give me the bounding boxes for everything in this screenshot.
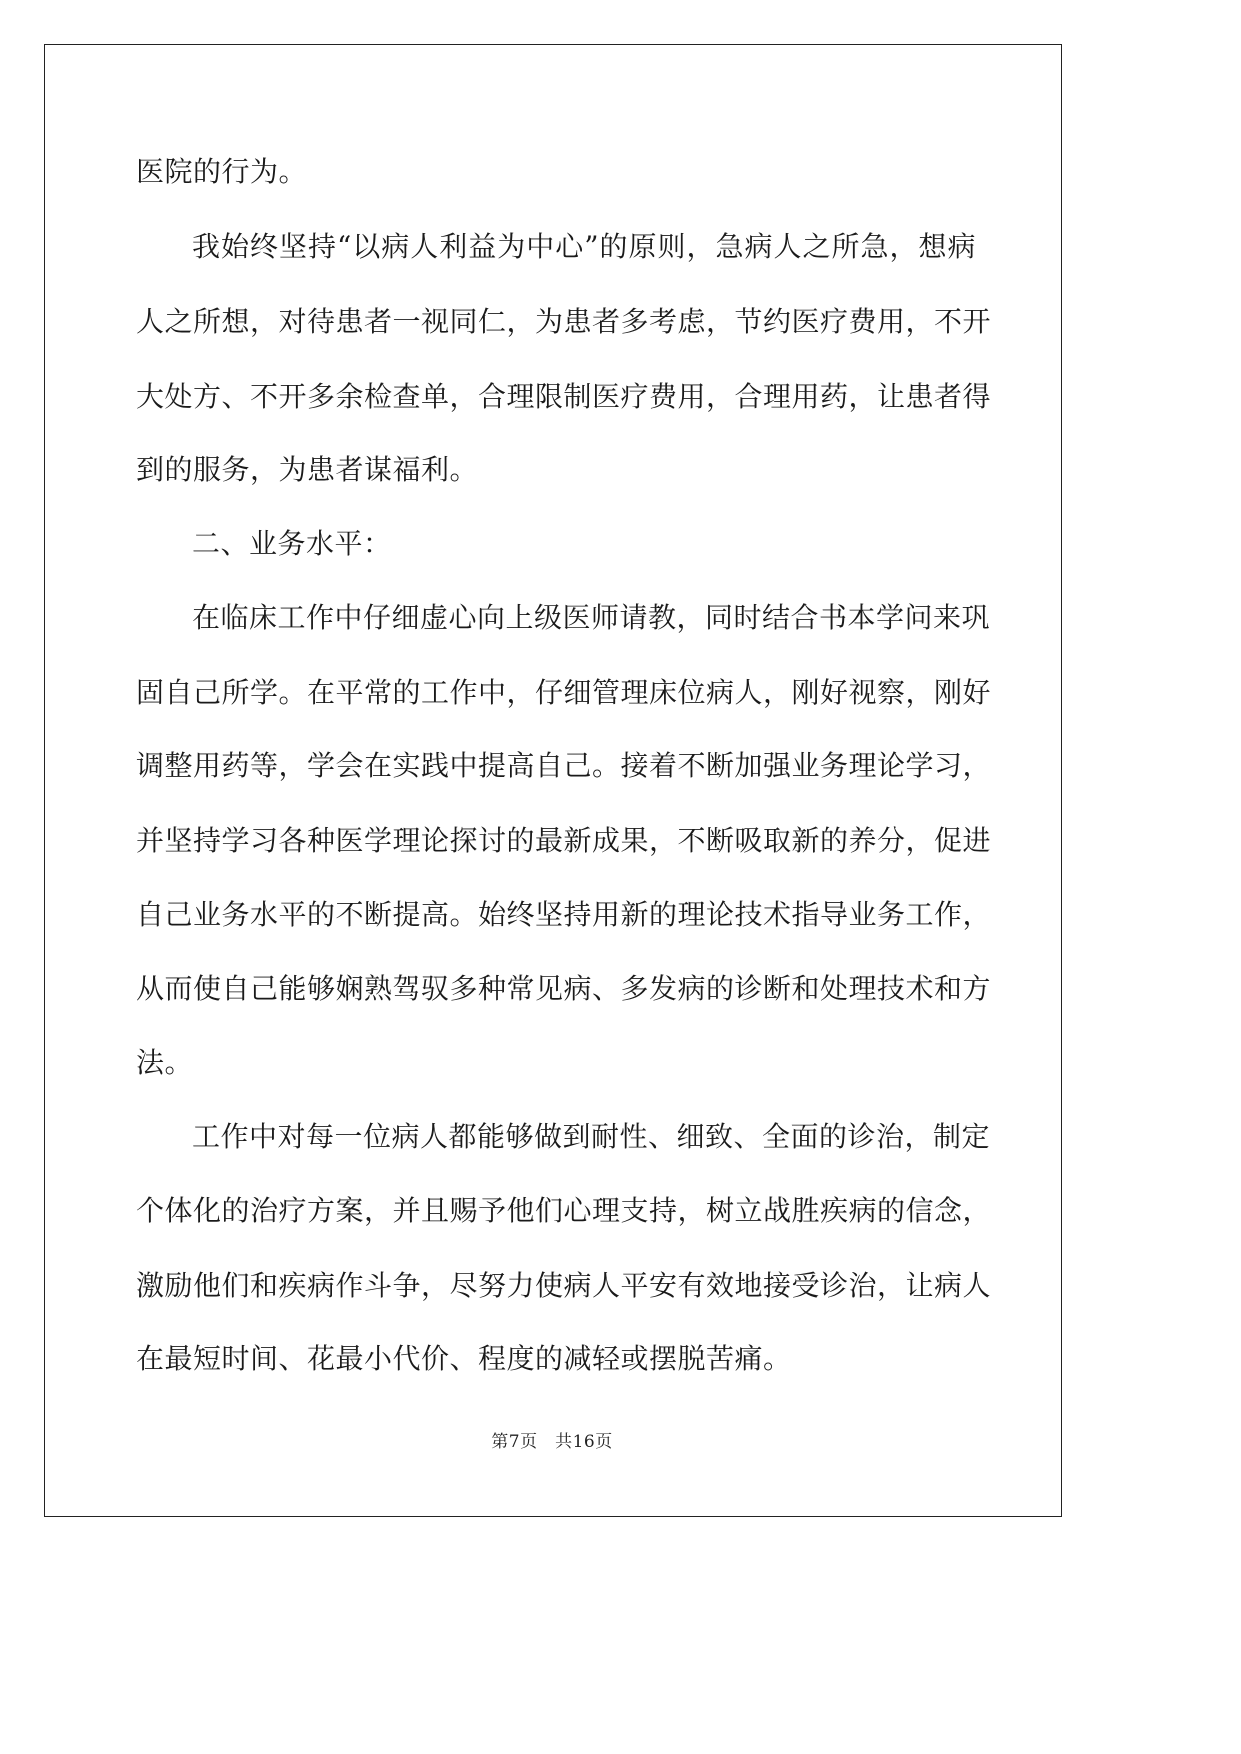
text-line: 并坚持学习各种医学理论探讨的最新成果，不断吸取新的养分，促进 <box>136 824 992 857</box>
section-heading: 二、业务水平： <box>192 527 392 560</box>
text-line: 固自己所学。在平常的工作中，仔细管理床位病人，刚好视察，刚好 <box>136 676 992 709</box>
text-line: 自己业务水平的不断提高。始终坚持用新的理论技术指导业务工作， <box>136 898 992 931</box>
text-line: 人之所想，对待患者一视同仁，为患者多考虑，节约医疗费用，不开 <box>136 305 992 338</box>
text-line: 调整用药等，学会在实践中提高自己。接着不断加强业务理论学习， <box>136 749 992 782</box>
text-line: 法。 <box>136 1046 194 1079</box>
text-line: 个体化的治疗方案，并且赐予他们心理支持，树立战胜疾病的信念， <box>136 1194 992 1227</box>
paragraph-first-line: 我始终坚持“以病人利益为中心”的原则，急病人之所急，想病 <box>192 230 976 263</box>
text-line: 大处方、不开多余检查单，合理限制医疗费用，合理用药，让患者得 <box>136 380 992 413</box>
paragraph-first-line: 在临床工作中仔细虚心向上级医师请教，同时结合书本学问来巩 <box>192 601 991 634</box>
text-line: 医院的行为。 <box>136 155 308 188</box>
text-line: 激励他们和疾病作斗争，尽努力使病人平安有效地接受诊治，让病人 <box>136 1269 992 1302</box>
text-line: 从而使自己能够娴熟驾驭多种常见病、多发病的诊断和处理技术和方 <box>136 972 992 1005</box>
paragraph-first-line: 工作中对每一位病人都能够做到耐性、细致、全面的诊治，制定 <box>192 1120 991 1153</box>
page-number-footer: 第7页 共16页 <box>491 1432 613 1452</box>
text-line: 在最短时间、花最小代价、程度的减轻或摆脱苦痛。 <box>136 1342 792 1375</box>
text-line: 到的服务，为患者谋福利。 <box>136 453 479 486</box>
